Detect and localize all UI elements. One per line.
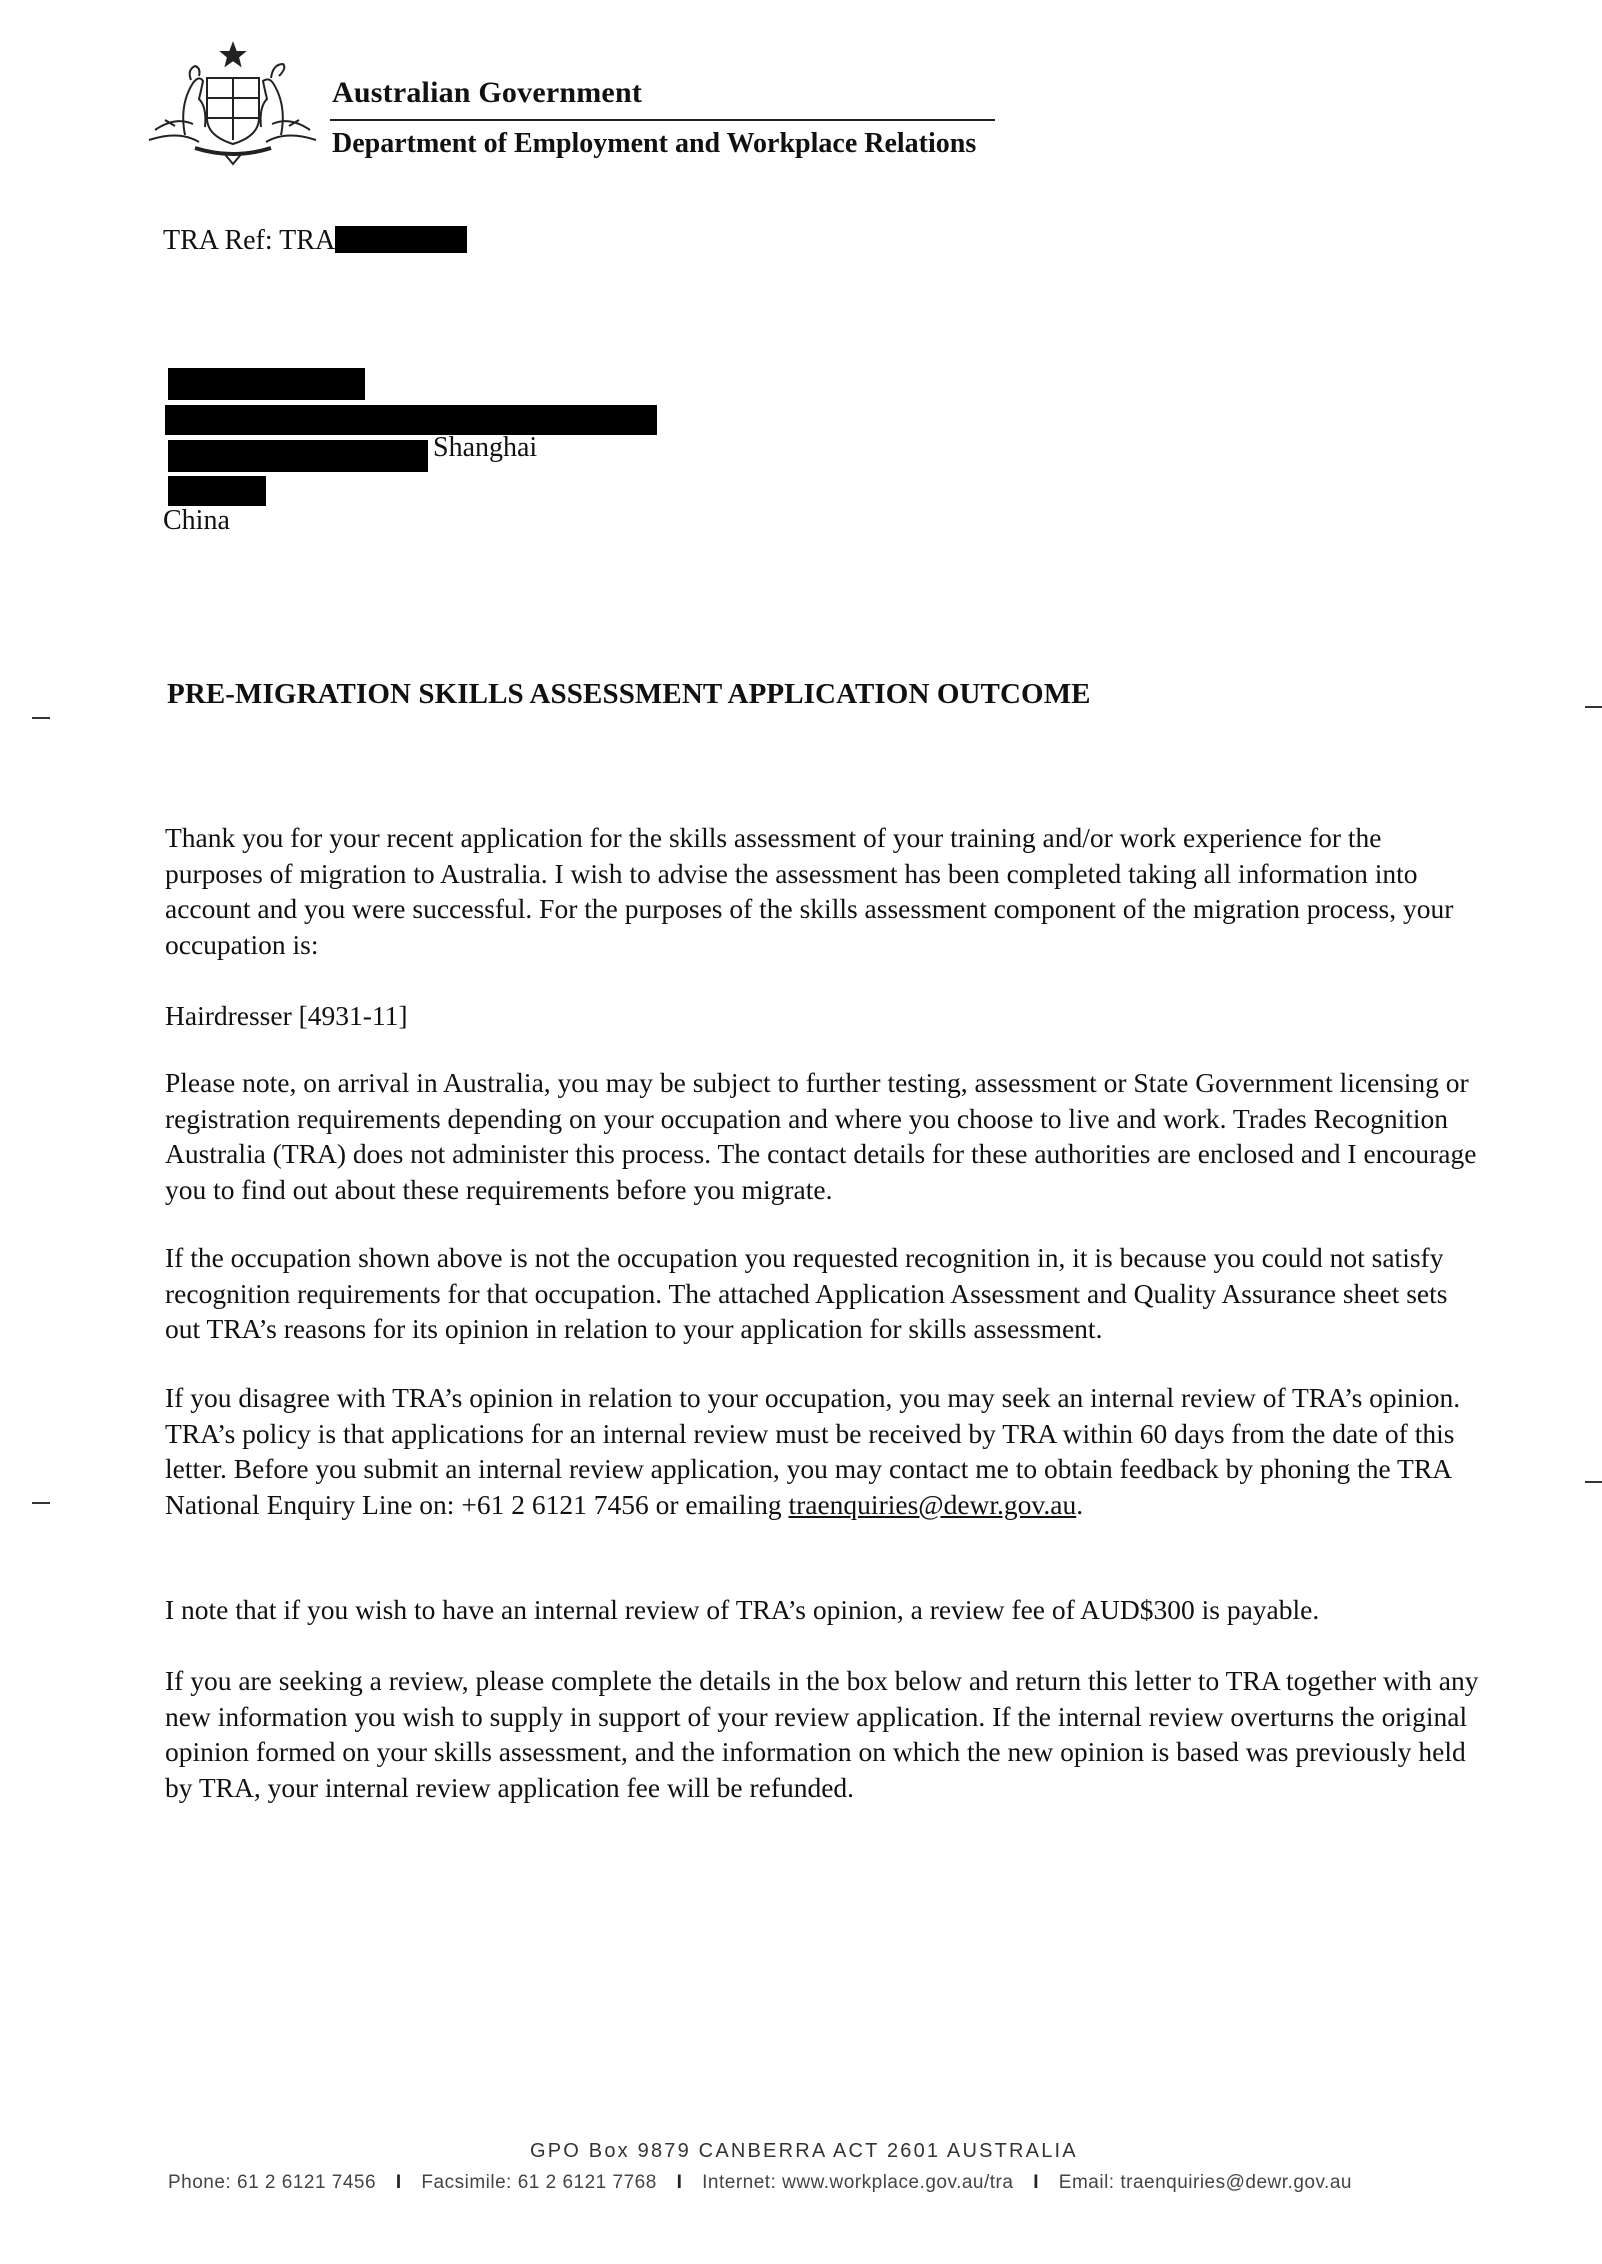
government-name: Australian Government xyxy=(332,76,643,109)
margin-mark xyxy=(1585,1481,1602,1483)
footer-separator: I xyxy=(395,2172,402,2193)
margin-mark xyxy=(32,717,50,719)
footer-fax: Facsimile: 61 2 6121 7768 xyxy=(421,2172,657,2193)
paragraph-review-fee: I note that if you wish to have an internal review of TRA’s opinion, a review fee of AUD$300 is payable. xyxy=(165,1594,1320,1625)
address-country: China xyxy=(163,505,230,536)
letterhead-divider xyxy=(330,119,995,121)
reference-prefix: TRA xyxy=(279,225,336,256)
reference-line xyxy=(163,225,467,257)
footer-phone: Phone: 61 2 6121 7456 xyxy=(168,2172,377,2193)
paragraph-intro: Thank you for your recent application for the skills assessment of your training and/or work experience for the purposes of migration to Australia. I wish to advise the assessment has been completed taking all information into account and you were successful. For the purposes of the skills assessment component of the migration process, your occupation is: xyxy=(165,822,1454,960)
footer-address: GPO Box 9879 CANBERRA ACT 2601 AUSTRALIA xyxy=(530,2140,1078,2162)
paragraph-arrival-notice: Please note, on arrival in Australia, you may be subject to further testing, assessment or State Government licensing or registration requirements depending on your occupation and where you choose to live and work. Trades Recognition Australia (TRA) does not administer this process. The contact details for these authorities are enclosed and I encourage you to find out about these requirements before you migrate. xyxy=(165,1067,1477,1205)
margin-mark xyxy=(32,1502,50,1504)
footer-separator: I xyxy=(676,2172,683,2193)
paragraph-recognition: If the occupation shown above is not the occupation you requested recognition in, it is because you could not satisfy recognition requirements for that occupation. The attached Application Assessment and Quality Assurance sheet sets out TRA’s reasons for its opinion in relation to your application for skills assessment. xyxy=(165,1242,1448,1344)
redaction-bar xyxy=(168,368,365,400)
footer-email[interactable]: Email: traenquiries@dewr.gov.au xyxy=(1058,2172,1352,2193)
coat-of-arms-icon xyxy=(145,40,320,170)
internal-review-text: If you disagree with TRA’s opinion in relation to your occupation, you may seek an internal review of TRA’s opinion. TRA’s policy is that applications for an internal review must be received by TRA within 60 days from the date of this letter. Before you submit an internal review application, you may contact me to obtain feedback by phoning the TRA National Enquiry Line on: +61 2 6121 7456 or emailing xyxy=(165,1382,1461,1520)
footer-separator: I xyxy=(1033,2172,1039,2193)
redaction-bar xyxy=(335,226,467,253)
redaction-bar xyxy=(168,440,428,472)
footer-internet[interactable]: Internet: www.workplace.gov.au/tra xyxy=(702,2172,1014,2193)
occupation-line: Hairdresser [4931-11] xyxy=(165,1000,408,1031)
sentence-end: . xyxy=(1076,1488,1084,1520)
margin-mark xyxy=(1585,706,1602,708)
letter-title: PRE-MIGRATION SKILLS ASSESSMENT APPLICATION OUTCOME xyxy=(167,678,1091,710)
department-name: Department of Employment and Workplace Relations xyxy=(332,128,977,159)
footer-contacts xyxy=(168,2172,1352,2194)
address-city: Shanghai xyxy=(433,432,538,463)
redaction-bar xyxy=(165,405,657,435)
paragraph-review-instructions: If you are seeking a review, please complete the details in the box below and return this letter to TRA together with any new information you wish to supply in support of your review application. If the internal review overturns the original opinion formed on your skills assessment, and the information on which the new opinion is based was previously held by TRA, your internal review application fee will be refunded. xyxy=(165,1665,1479,1803)
enquiry-email-link[interactable]: traenquiries@dewr.gov.au xyxy=(788,1488,1077,1520)
reference-label: TRA Ref: xyxy=(163,225,273,256)
paragraph-internal-review xyxy=(165,1380,1480,1522)
redaction-bar xyxy=(168,476,266,506)
